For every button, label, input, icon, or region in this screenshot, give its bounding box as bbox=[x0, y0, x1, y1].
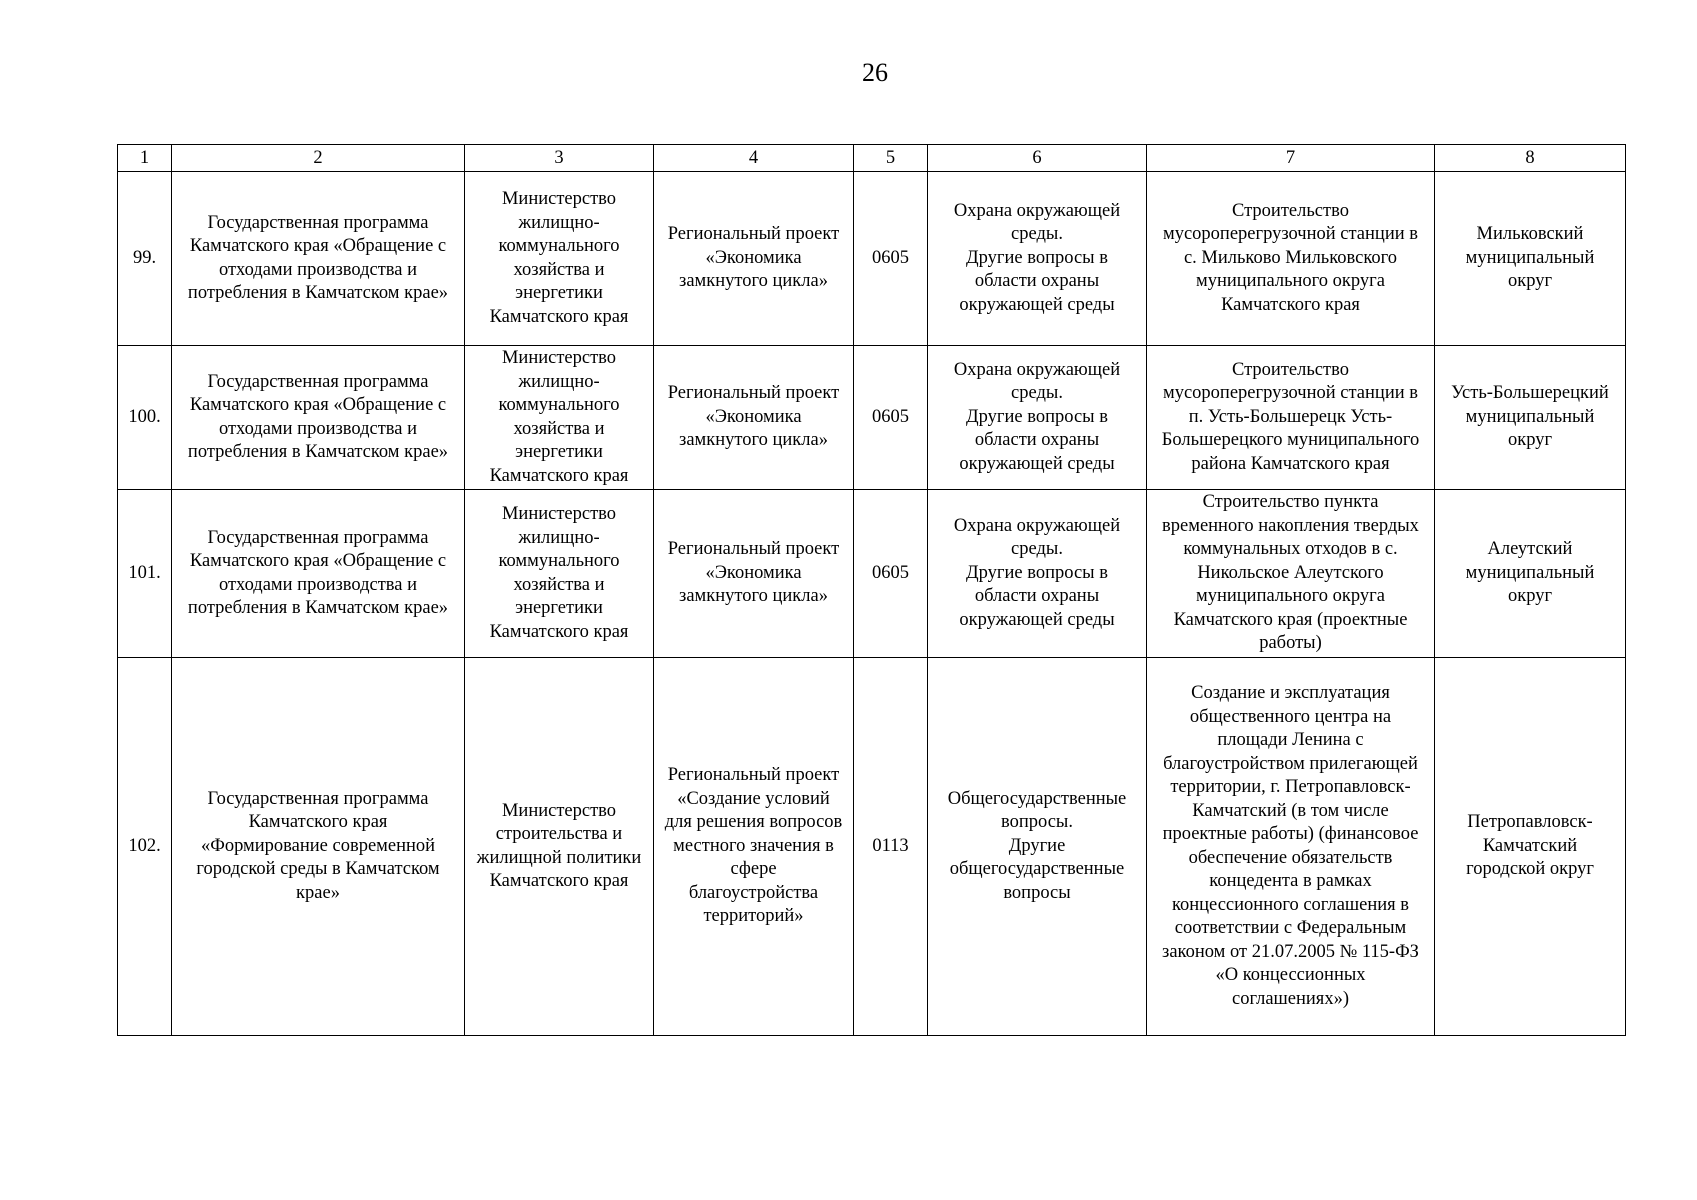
header-cell: 7 bbox=[1147, 145, 1435, 172]
header-cell: 3 bbox=[465, 145, 654, 172]
table-row bbox=[118, 490, 1626, 658]
header-cell: 8 bbox=[1435, 145, 1626, 172]
header-cell: 1 bbox=[118, 145, 172, 172]
header-cell: 5 bbox=[854, 145, 928, 172]
ministry-cell: Министерство жилищно- коммунального хозяйства и энергетики Камчатского края bbox=[465, 172, 654, 346]
page-number: 26 bbox=[862, 58, 888, 87]
project-cell: Региональный проект «Экономика замкнутого цикла» bbox=[654, 172, 854, 346]
program-cell: Государственная программа Камчатского края «Обращение с отходами производства и потребления в Камчатском крае» bbox=[172, 172, 465, 346]
code-cell: 0605 bbox=[854, 346, 928, 490]
municipality-cell: Алеутский муниципальный округ bbox=[1435, 490, 1626, 658]
object-cell: Строительство мусороперегрузочной станции в п. Усть-Большерецк Усть- Большерецкого муниципального района Камчатского края bbox=[1147, 346, 1435, 490]
object-cell: Создание и эксплуатация общественного центра на площади Ленина с благоустройством прилегающей территории, г. Петропавловск- Камчатский (в том числе проектные работы) (финансовое обеспечение обязательств концедента в рамках концессионного соглашения в соответствии с Федеральным законом от 21.07.2005 № 115-ФЗ «О концессионных соглашениях») bbox=[1147, 658, 1435, 1036]
section-cell: Охрана окружающей среды. Другие вопросы в области охраны окружающей среды bbox=[928, 172, 1147, 346]
municipality-cell: Петропавловск- Камчатский городской округ bbox=[1435, 658, 1626, 1036]
program-cell: Государственная программа Камчатского края «Формирование современной городской среды в Камчатском крае» bbox=[172, 658, 465, 1036]
project-cell: Региональный проект «Создание условий для решения вопросов местного значения в сфере благоустройства территорий» bbox=[654, 658, 854, 1036]
table-row bbox=[118, 658, 1626, 1036]
project-cell: Региональный проект «Экономика замкнутого цикла» bbox=[654, 346, 854, 490]
municipality-cell: Мильковский муниципальный округ bbox=[1435, 172, 1626, 346]
document-table bbox=[117, 144, 1626, 1036]
code-cell: 0113 bbox=[854, 658, 928, 1036]
section-cell: Охрана окружающей среды. Другие вопросы в области охраны окружающей среды bbox=[928, 490, 1147, 658]
project-cell: Региональный проект «Экономика замкнутого цикла» bbox=[654, 490, 854, 658]
program-cell: Государственная программа Камчатского края «Обращение с отходами производства и потребления в Камчатском крае» bbox=[172, 490, 465, 658]
object-cell: Строительство пункта временного накопления твердых коммунальных отходов в с. Никольское Алеутского муниципального округа Камчатского края (проектные работы) bbox=[1147, 490, 1435, 658]
ministry-cell: Министерство жилищно- коммунального хозяйства и энергетики Камчатского края bbox=[465, 346, 654, 490]
table-header-row bbox=[118, 145, 1626, 172]
section-cell: Общегосударственные вопросы. Другие общегосударственные вопросы bbox=[928, 658, 1147, 1036]
header-cell: 4 bbox=[654, 145, 854, 172]
code-cell: 0605 bbox=[854, 490, 928, 658]
table-row bbox=[118, 346, 1626, 490]
row-number-cell: 102. bbox=[118, 658, 172, 1036]
code-cell: 0605 bbox=[854, 172, 928, 346]
row-number-cell: 101. bbox=[118, 490, 172, 658]
row-number-cell: 100. bbox=[118, 346, 172, 490]
ministry-cell: Министерство жилищно- коммунального хозяйства и энергетики Камчатского края bbox=[465, 490, 654, 658]
ministry-cell: Министерство строительства и жилищной политики Камчатского края bbox=[465, 658, 654, 1036]
row-number-cell: 99. bbox=[118, 172, 172, 346]
section-cell: Охрана окружающей среды. Другие вопросы в области охраны окружающей среды bbox=[928, 346, 1147, 490]
header-cell: 2 bbox=[172, 145, 465, 172]
header-cell: 6 bbox=[928, 145, 1147, 172]
object-cell: Строительство мусороперегрузочной станции в с. Мильково Мильковского муниципального округа Камчатского края bbox=[1147, 172, 1435, 346]
table-row bbox=[118, 172, 1626, 346]
program-cell: Государственная программа Камчатского края «Обращение с отходами производства и потребления в Камчатском крае» bbox=[172, 346, 465, 490]
municipality-cell: Усть-Большерецкий муниципальный округ bbox=[1435, 346, 1626, 490]
